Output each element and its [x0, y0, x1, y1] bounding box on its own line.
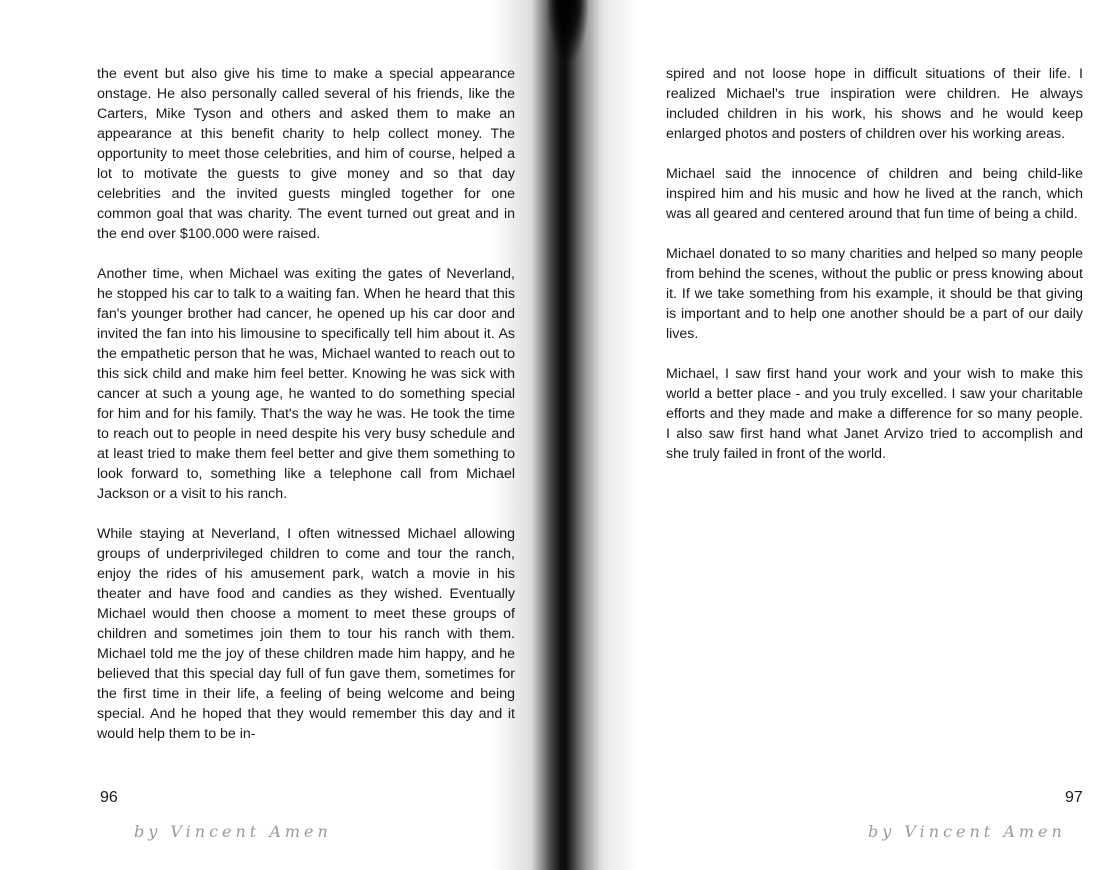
page-number: 97 — [1065, 789, 1083, 806]
book-gutter-top-shadow — [548, 0, 588, 60]
page-footer: by Vincent Amen — [134, 822, 332, 841]
left-page-body — [97, 64, 515, 764]
page-footer: by Vincent Amen — [868, 822, 1066, 841]
paragraph: spired and not loose hope in difficult situations of their life. I realized Michael's true inspiration were children. He always included children in his work, his shows and he would keep enlarged photos and posters of children over his working areas. — [666, 66, 1083, 142]
paragraph: Michael said the innocence of children and being child-like inspired him and his music and how he lived at the ranch, which was all geared and centered around that fun time of being a child. — [666, 166, 1083, 222]
paragraph: the event but also give his time to make a special appearance onstage. He also personally called several of his friends, like the Carters, Mike Tyson and others and asked them to make an appearance at this benefit charity to help collect money. The opportunity to meet those celebrities, and him of course, helped a lot to motivate the guests to give money and so that day celebrities and the invited guests mingled together for one common goal that was charity. The event turned out great and in the end over $100.000 were raised. — [97, 66, 515, 242]
paragraph: Another time, when Michael was exiting the gates of Neverland, he stopped his car to talk to a waiting fan. When he heard that this fan's younger brother had cancer, he opened up his car door and invited the fan into his limousine to specifically tell him about it. As the empathetic person that he was, Michael wanted to reach out to this sick child and make him feel better. Knowing he was sick with cancer at such a young age, he wanted to do something special for him and for his family. That's the way he was. He took the time to reach out to people in need despite his very busy schedule and at least tried to make them feel better and give them something to look forward to, something like a telephone call from Michael Jackson or a visit to his ranch. — [97, 266, 515, 502]
paragraph: While staying at Neverland, I often witnessed Michael allowing groups of underprivileged children to come and tour the ranch, enjoy the rides of his amusement park, watch a movie in his theater and have food and candies as they wished. Eventually Michael would then choose a moment to meet these groups of children and sometimes join them to tour his ranch with them. Michael told me the joy of these children made him happy, and he believed that this special day full of fun gave them, sometimes for the first time in their life, a feeling of being welcome and being special. And he hoped that they would remember this day and it would help them to be in- — [97, 526, 515, 742]
book-gutter-shadow — [530, 0, 600, 870]
right-page-body — [666, 64, 1083, 484]
paragraph: Michael, I saw first hand your work and your wish to make this world a better place - and you truly excelled. I saw your charitable efforts and they made and make a difference for so many people. I also saw first hand what Janet Arvizo tried to accomplish and she truly failed in front of the world. — [666, 366, 1083, 462]
page-number: 96 — [100, 789, 118, 806]
right-page — [560, 0, 1119, 870]
paragraph: Michael donated to so many charities and helped so many people from behind the scenes, without the public or press knowing about it. If we take something from his example, it should be that giving is important and to help one another should be a part of our daily lives. — [666, 246, 1083, 342]
